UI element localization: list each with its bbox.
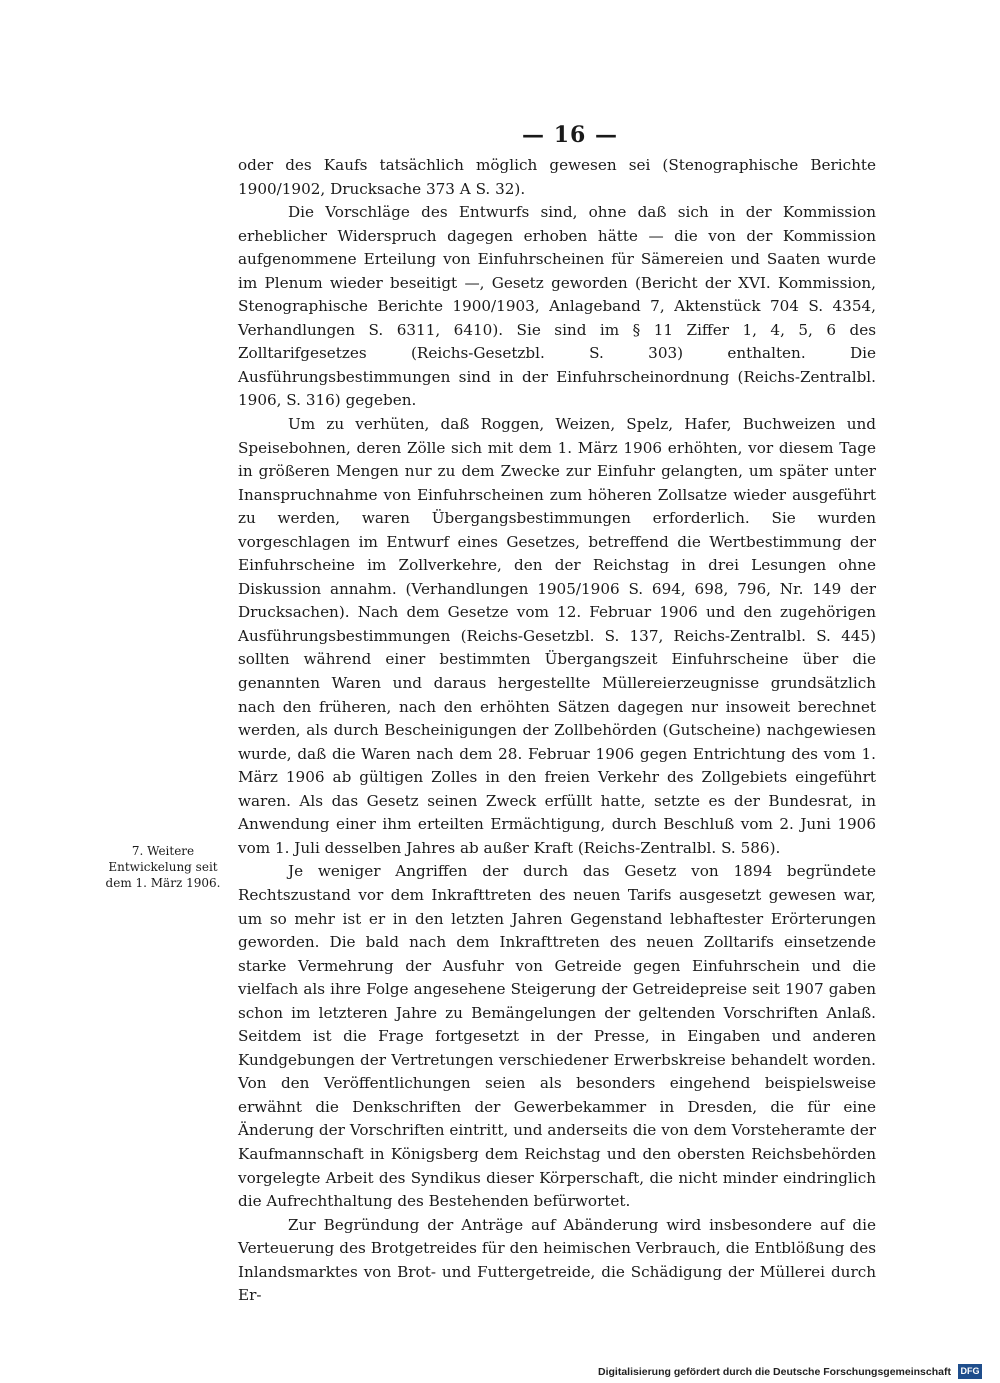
paragraph-2: Die Vorschläge des Entwurfs sind, ohne daß sich in der Kommission erheblicher Widerspruch dagegen erhoben hätte — die von der Kommission aufgenommene Erteilung von Einfuhrscheinen für Sämereien und Saaten wurde im Plenum wieder beseitigt —, Gesetz geworden (Bericht der XVI. Kommission, Stenographische Berichte 1900/1903, Anlageband 7, Aktenstück 704 S. 4354, Verhandlungen S. 6311, 6410). Sie sind im § 11 Ziffer 1, 4, 5, 6 des Zolltarifgesetzes (Reichs-Gesetzbl. S. 303) enthalten. Die Ausführungsbestimmungen sind in der Einfuhrscheinordnung (Reichs-Zentralbl. 1906, S. 316) gegeben. bbox=[238, 203, 876, 410]
paragraph-5: Zur Begründung der Anträge auf Abänderung wird insbesondere auf die Verteuerung des Brotgetreides für den heimischen Verbrauch, die Entblößung des Inlandsmarktes von Brot- und Futtergetreide, die Schädigung der Müllerei durch Er- bbox=[238, 1215, 876, 1305]
body-text bbox=[238, 154, 876, 1308]
dfg-logo-icon: DFG bbox=[958, 1364, 982, 1379]
digitization-credit: Digitalisierung gefördert durch die Deutsche Forschungsgemeinschaft bbox=[598, 1366, 951, 1378]
paragraph-1: oder des Kaufs tatsächlich möglich gewesen sei (Stenographische Berichte 1900/1902, Drucksache 373 A S. 32). bbox=[238, 156, 876, 198]
page-number: — 16 — bbox=[522, 122, 618, 148]
paragraph-4: Je weniger Angriffen der durch das Gesetz von 1894 begründete Rechtszustand vor dem Inkrafttreten des neuen Tarifs ausgesetzt gewesen war, um so mehr ist er in den letzten Jahren Gegenstand lebhaftester Erörterungen geworden. Die bald nach dem Inkrafttreten des neuen Zolltarifs einsetzende starke Vermehrung der Ausfuhr von Getreide gegen Einfuhrschein und die vielfach als ihre Folge angesehene Steigerung der Getreidepreise seit 1907 gaben schon im letzteren Jahre zu Bemängelungen der geltenden Vorschriften Anlaß. Seitdem ist die Frage fortgesetzt in der Presse, in Eingaben und anderen Kundgebungen der Vertretungen verschiedener Erwerbskreise behandelt worden. Von den Veröffentlichungen seien als besonders eingehend beispielsweise erwähnt die Denkschriften der Gewerbekammer in Dresden, die für eine Änderung der Vorschriften eintritt, und anderseits die von dem Vorsteheramte der Kaufmannschaft in Königsberg dem Reichstag und den obersten Reichsbehörden vorgelegte Arbeit des Syndikus dieser Körperschaft, die nicht minder eindringlich die Aufrechthaltung des Bestehenden befürwortet. bbox=[238, 862, 876, 1211]
paragraph-3: Um zu verhüten, daß Roggen, Weizen, Spelz, Hafer, Buchweizen und Speisebohnen, deren Zölle sich mit dem 1. März 1906 erhöhten, vor diesem Tage in größeren Mengen nur zu dem Zwecke zur Einfuhr gelangten, um später unter Inanspruchnahme von Einfuhrscheinen zum höheren Zollsatze wieder ausgeführt zu werden, waren Übergangsbestimmungen erforderlich. Sie wurden vorgeschlagen im Entwurf eines Gesetzes, betreffend die Wertbestimmung der Einfuhrscheine im Zollverkehre, den der Reichstag in drei Lesungen ohne Diskussion annahm. (Verhandlungen 1905/1906 S. 694, 698, 796, Nr. 149 der Drucksachen). Nach dem Gesetze vom 12. Februar 1906 und den zugehörigen Ausführungsbestimmungen (Reichs-Gesetzbl. S. 137, Reichs-Zentralbl. S. 445) sollten während einer bestimmten Übergangszeit Einfuhrscheine über die genannten Waren und daraus hergestellte Müllereierzeugnisse grundsätzlich nach den früheren, nach den erhöhten Sätzen dagegen nur insoweit berechnet werden, als durch Bescheinigungen der Zollbehörden (Gutscheine) nachgewiesen wurde, daß die Waren nach dem 28. Februar 1906 gegen Entrichtung des vom 1. März 1906 ab gültigen Zolles in den freien Verkehr des Zollgebiets eingeführt waren. Als das Gesetz seinen Zweck erfüllt hatte, setzte es der Bundesrat, in Anwendung einer ihm erteilten Ermächtigung, durch Beschluß vom 2. Juni 1906 vom 1. Juli desselben Jahres ab außer Kraft (Reichs-Zentralbl. S. 586). bbox=[238, 415, 876, 857]
margin-note: 7. Weitere Entwickelung seit dem 1. März 1906. bbox=[105, 844, 221, 890]
